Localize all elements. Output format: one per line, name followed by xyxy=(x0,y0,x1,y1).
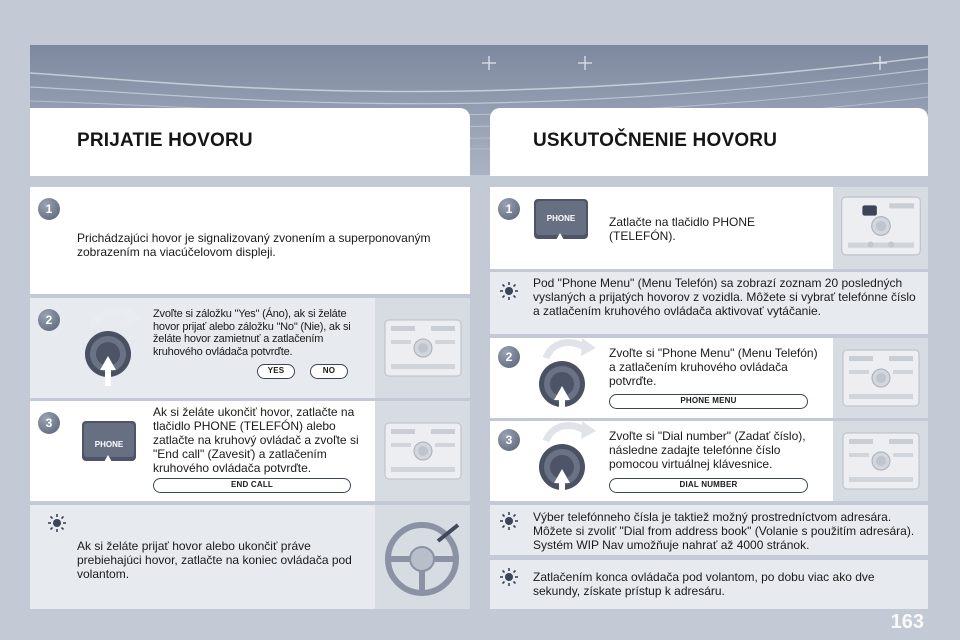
left-step-3-panel xyxy=(30,401,470,501)
right-step-3-panel xyxy=(490,421,928,501)
radio-image-area xyxy=(833,338,928,418)
right-tip-1-text: Pod "Phone Menu" (Menu Telefón) sa zobrazí zoznam 20 posledných vyslaných a prijatých hovorov z vozidla. Môžete si vybrať telefónne číslo a zatlačením kruhového ovládača aktivovať vytáčanie. xyxy=(533,276,916,318)
steering-wheel-image-area xyxy=(375,505,470,609)
step-number-badge: 3 xyxy=(498,429,520,451)
radio-unit-icon xyxy=(383,421,463,481)
radio-unit-icon xyxy=(383,318,463,378)
right-tip-2-panel xyxy=(490,505,928,555)
radio-image-area xyxy=(375,401,470,501)
radio-image-area xyxy=(833,421,928,501)
yes-button[interactable]: YES xyxy=(257,364,295,379)
right-title-tab xyxy=(490,108,928,176)
right-step-3-text: Zvoľte si "Dial number" (Zadať číslo), následne zadajte telefónne číslo pomocou virtuálnej klávesnice. xyxy=(609,429,806,471)
left-step-2-panel xyxy=(30,298,470,398)
rotary-knob-icon xyxy=(524,421,604,501)
right-step-2-text: Zvoľte si "Phone Menu" (Menu Telefón) a zatlačením kruhového ovládača potvrďte. xyxy=(609,346,818,388)
left-step-2-text: Zvoľte si záložku "Yes" (Áno), ak si želáte hovor prijať alebo záložku "No" (Nie), ak si želáte hovor zamietnuť a zatlačením kruhového ovládača potvrďte. xyxy=(153,308,351,358)
sun-tip-icon xyxy=(499,567,519,587)
phone-button-label: PHONE xyxy=(94,440,124,449)
step-number-badge: 2 xyxy=(38,309,60,331)
page-number: 163 xyxy=(890,611,924,633)
steering-wheel-icon xyxy=(380,515,466,601)
left-step-1-panel xyxy=(30,187,470,294)
left-tip-panel xyxy=(30,505,470,609)
no-button[interactable]: NO xyxy=(310,364,348,379)
radio-unit-icon xyxy=(839,195,923,257)
right-tip-3-text: Zatlačením konca ovládača pod volantom, po dobu viac ako dve sekundy, získate prístup k adresáru. xyxy=(533,570,875,598)
sun-tip-icon xyxy=(499,281,519,301)
right-section-title: USKUTOČNENIE HOVORU xyxy=(533,130,778,151)
end-call-button[interactable]: END CALL xyxy=(153,478,351,493)
phone-menu-button[interactable]: PHONE MENU xyxy=(609,394,808,409)
step-number-badge: 2 xyxy=(498,346,520,368)
left-step-1-text: Prichádzajúci hovor je signalizovaný zvonením a superponovaným zobrazením na viacúčelovom displeji. xyxy=(77,231,431,259)
step-number-badge: 1 xyxy=(38,198,60,220)
phone-button-icon xyxy=(80,413,140,493)
left-tip-text: Ak si želáte prijať hovor alebo ukončiť práve prebiehajúci hovor, zatlačte na koniec ovládača pod volantom. xyxy=(77,539,352,581)
left-title-tab xyxy=(30,108,470,176)
rotary-knob-icon xyxy=(524,338,604,418)
radio-image-area xyxy=(833,187,928,269)
dial-number-button[interactable]: DIAL NUMBER xyxy=(609,478,808,493)
right-tip-2-text: Výber telefónneho čísla je taktiež možný prostredníctvom adresára. Môžete si zvoliť "Dial from address book" (Volanie s použitím adresára). Systém WIP Nav umožňuje nahrať až 4000 stránok. xyxy=(533,510,915,552)
right-step-2-panel xyxy=(490,338,928,418)
right-tip-3-panel xyxy=(490,560,928,609)
radio-unit-icon xyxy=(841,348,921,408)
phone-button-label: PHONE xyxy=(546,214,576,223)
radio-image-area xyxy=(375,298,470,398)
phone-button-icon xyxy=(532,191,592,269)
step-number-badge: 1 xyxy=(498,198,520,220)
rotary-knob-icon xyxy=(70,300,150,390)
right-step-1-text: Zatlačte na tlačidlo PHONE (TELEFÓN). xyxy=(609,215,756,243)
radio-unit-icon xyxy=(841,431,921,491)
sun-tip-icon xyxy=(47,513,67,533)
right-tip-1-panel xyxy=(490,272,928,334)
right-step-1-panel xyxy=(490,187,928,269)
sun-tip-icon xyxy=(499,511,519,531)
step-number-badge: 3 xyxy=(38,412,60,434)
left-section-title: PRIJATIE HOVORU xyxy=(77,130,253,151)
left-step-3-text: Ak si želáte ukončiť hovor, zatlačte na tlačidlo PHONE (TELEFÓN) alebo zatlačte na kruhový ovládač a zvoľte si "End call" (Zavesiť) a zatlačením kruhového ovládača potvrďte. xyxy=(153,405,359,475)
